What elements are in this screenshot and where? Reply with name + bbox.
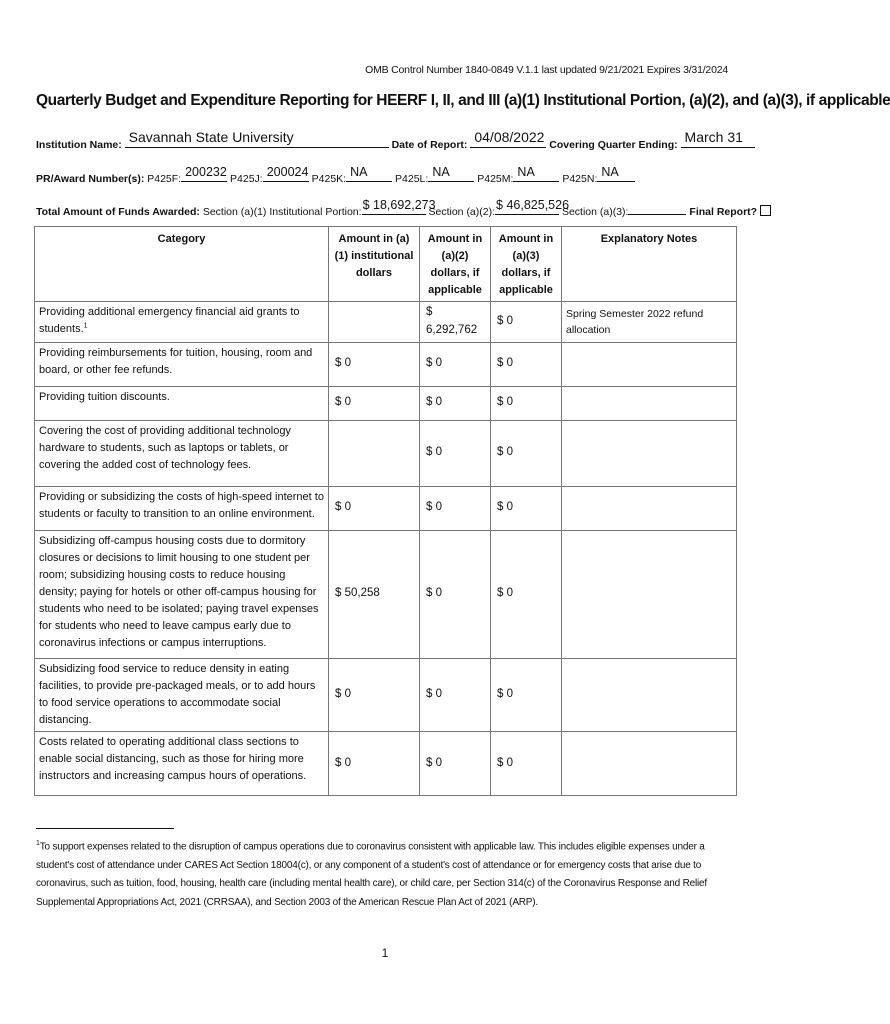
a3-amount-cell[interactable]: $ 0	[491, 732, 562, 796]
a2-amount-cell[interactable]: $ 6,292,762	[420, 302, 491, 343]
p425j-field[interactable]	[263, 165, 309, 182]
a2-funds-field[interactable]	[495, 198, 570, 215]
table-header-row	[35, 227, 737, 302]
page-title: Quarterly Budget and Expenditure Reporting for HEERF I, II, and III (a)(1) Institutional Portion, (a)(2), and (a)(3), if applicable	[36, 92, 890, 109]
a1-amount-cell[interactable]: $ 0	[329, 386, 420, 420]
p425m-field[interactable]	[513, 165, 559, 182]
p425k-field[interactable]	[346, 165, 392, 182]
page-number: 1	[381, 946, 389, 960]
table-row	[35, 486, 737, 530]
a3-amount-cell[interactable]: $ 0	[491, 342, 562, 386]
p425l-label: P425L:	[395, 173, 429, 185]
a1-funds-value: $ 18,692,273	[362, 198, 436, 212]
header-category: Category	[35, 227, 329, 302]
notes-cell[interactable]	[562, 530, 737, 658]
category-cell: Providing reimbursements for tuition, housing, room and board, or other fee refunds.	[35, 342, 329, 386]
a2-amount-cell[interactable]: $ 0	[420, 658, 491, 731]
category-text: Providing additional emergency financial aid grants to students.	[39, 306, 300, 336]
notes-cell[interactable]	[562, 486, 737, 530]
a1-funds-label: Section (a)(1) Institutional Portion:	[202, 206, 362, 218]
p425j-label: P425J:	[230, 173, 263, 185]
footnote	[36, 838, 734, 912]
a2-amount-cell[interactable]: $ 0	[420, 732, 491, 796]
p425m-value: NA	[517, 165, 535, 179]
a3-amount-cell[interactable]: $ 0	[491, 420, 562, 486]
a3-funds-label: Section (a)(3):	[561, 206, 629, 218]
a2-funds-label: Section (a)(2):	[428, 206, 496, 218]
p425n-field[interactable]	[597, 165, 635, 182]
p425f-value: 200232	[185, 165, 227, 179]
footnote-ref: 1	[83, 322, 88, 330]
category-cell: Covering the cost of providing additional technology hardware to students, such as laptops or tablets, or covering the added cost of technology fees.	[35, 420, 329, 486]
a3-amount-cell[interactable]: $ 0	[491, 530, 562, 658]
category-cell: Providing or subsidizing the costs of high-speed internet to students or faculty to transition to an online environment.	[35, 486, 329, 530]
p425k-value: NA	[350, 165, 368, 179]
notes-cell[interactable]	[562, 342, 737, 386]
a1-amount-cell[interactable]: $ 0	[329, 658, 420, 731]
expenditure-table	[34, 226, 737, 796]
a1-amount-cell[interactable]: $ 0	[329, 732, 420, 796]
p425k-label: P425K:	[311, 173, 347, 185]
category-cell: Subsidizing off-campus housing costs due to dormitory closures or decisions to limit housing to one student per room; subsidizing housing costs to reduce housing density; paying for hotels or other off-campus housing for students who need to be isolated; paying travel expenses for students who need to leave campus early due to coronavirus infections or campus interruptions.	[35, 530, 329, 658]
table-row	[35, 530, 737, 658]
a1-amount-cell[interactable]	[329, 420, 420, 486]
funds-label: Total Amount of Funds Awarded:	[36, 206, 200, 218]
award-line	[36, 165, 734, 185]
institution-name-value: Savannah State University	[128, 129, 294, 145]
a2-amount-cell[interactable]: $ 0	[420, 530, 491, 658]
header-a3-amount: Amount in (a)(3) dollars, if applicable	[491, 227, 562, 302]
a3-amount-cell[interactable]: $ 0	[491, 658, 562, 731]
notes-cell[interactable]	[562, 386, 737, 420]
p425n-value: NA	[601, 165, 619, 179]
notes-cell[interactable]: Spring Semester 2022 refund allocation	[562, 302, 737, 343]
p425l-value: NA	[432, 165, 450, 179]
category-cell: Providing tuition discounts.	[35, 386, 329, 420]
a2-amount-cell[interactable]: $ 0	[420, 420, 491, 486]
funds-line	[36, 198, 758, 218]
table-row	[35, 732, 737, 796]
a2-amount-cell[interactable]: $ 0	[420, 486, 491, 530]
table-row	[35, 302, 737, 343]
p425j-value: 200024	[266, 165, 309, 179]
a2-amount-cell[interactable]: $ 0	[420, 386, 491, 420]
a1-amount-cell[interactable]: $ 0	[329, 486, 420, 530]
a1-amount-cell[interactable]: $ 50,258	[329, 530, 420, 658]
p425m-label: P425M:	[477, 173, 514, 185]
category-cell	[35, 302, 329, 343]
award-label: PR/Award Number(s):	[36, 173, 145, 185]
institution-label: Institution Name:	[36, 139, 122, 151]
report-date-label: Date of Report:	[391, 139, 468, 151]
institution-line	[36, 129, 743, 151]
p425l-field[interactable]	[428, 165, 474, 182]
a3-amount-cell[interactable]: $ 0	[491, 486, 562, 530]
report-date-field[interactable]	[470, 129, 546, 148]
p425f-field[interactable]	[181, 165, 227, 182]
report-date-value: 04/08/2022	[474, 129, 545, 145]
final-report-checkbox[interactable]	[760, 205, 771, 216]
header-a2-amount: Amount in (a)(2) dollars, if applicable	[420, 227, 491, 302]
quarter-label: Covering Quarter Ending:	[549, 139, 678, 151]
notes-cell[interactable]	[562, 420, 737, 486]
footnote-mark: 1	[36, 840, 40, 847]
table-row	[35, 420, 737, 486]
a2-amount-cell[interactable]: $ 0	[420, 342, 491, 386]
notes-cell[interactable]	[562, 732, 737, 796]
a3-amount-cell[interactable]: $ 0	[491, 386, 562, 420]
quarter-value: March 31	[684, 129, 743, 145]
category-cell: Subsidizing food service to reduce density in eating facilities, to provide pre-packaged meals, or to add hours to food service operations to accommodate social distancing.	[35, 658, 329, 731]
a1-funds-field[interactable]	[362, 198, 436, 215]
quarter-field[interactable]	[681, 129, 755, 148]
final-report-label: Final Report?	[689, 206, 758, 218]
table-row	[35, 658, 737, 731]
category-cell: Costs related to operating additional class sections to enable social distancing, such as those for hiring more instructors and increasing campus hours of operations.	[35, 732, 329, 796]
p425n-label: P425N:	[562, 173, 598, 185]
a3-amount-cell[interactable]: $ 0	[491, 302, 562, 343]
table-row	[35, 386, 737, 420]
header-explanatory-notes: Explanatory Notes	[562, 227, 737, 302]
p425f-label: P425F:	[147, 173, 182, 185]
header-a1-amount: Amount in (a)(1) institutional dollars	[329, 227, 420, 302]
institution-name-field[interactable]	[125, 129, 389, 148]
footnote-divider	[36, 828, 174, 829]
notes-cell[interactable]	[562, 658, 737, 731]
a1-amount-cell[interactable]	[329, 302, 420, 343]
a3-funds-field[interactable]	[628, 203, 686, 215]
a1-amount-cell[interactable]: $ 0	[329, 342, 420, 386]
omb-control-number: OMB Control Number 1840-0849 V.1.1 last updated 9/21/2021 Expires 3/31/2024	[365, 64, 728, 76]
footnote-text: To support expenses related to the disruption of campus operations due to coronavirus consistent with applicable law. This includes eligible expenses under a student's cost of attendance under CARES Act Section 18004(c), or any component of a student's cost of attendance or for emergency costs that arise due to coronavirus, such as tuition, food, housing, health care (including mental health care), or child care, per Section 314(c) of the Coronavirus Response and Relief Supplemental Appropriations Act, 2021 (CRRSAA), and Section 2003 of the American Rescue Plan Act of 2021 (ARP).	[36, 841, 707, 908]
table-row	[35, 342, 737, 386]
a2-funds-value: $ 46,825,526	[496, 198, 570, 212]
